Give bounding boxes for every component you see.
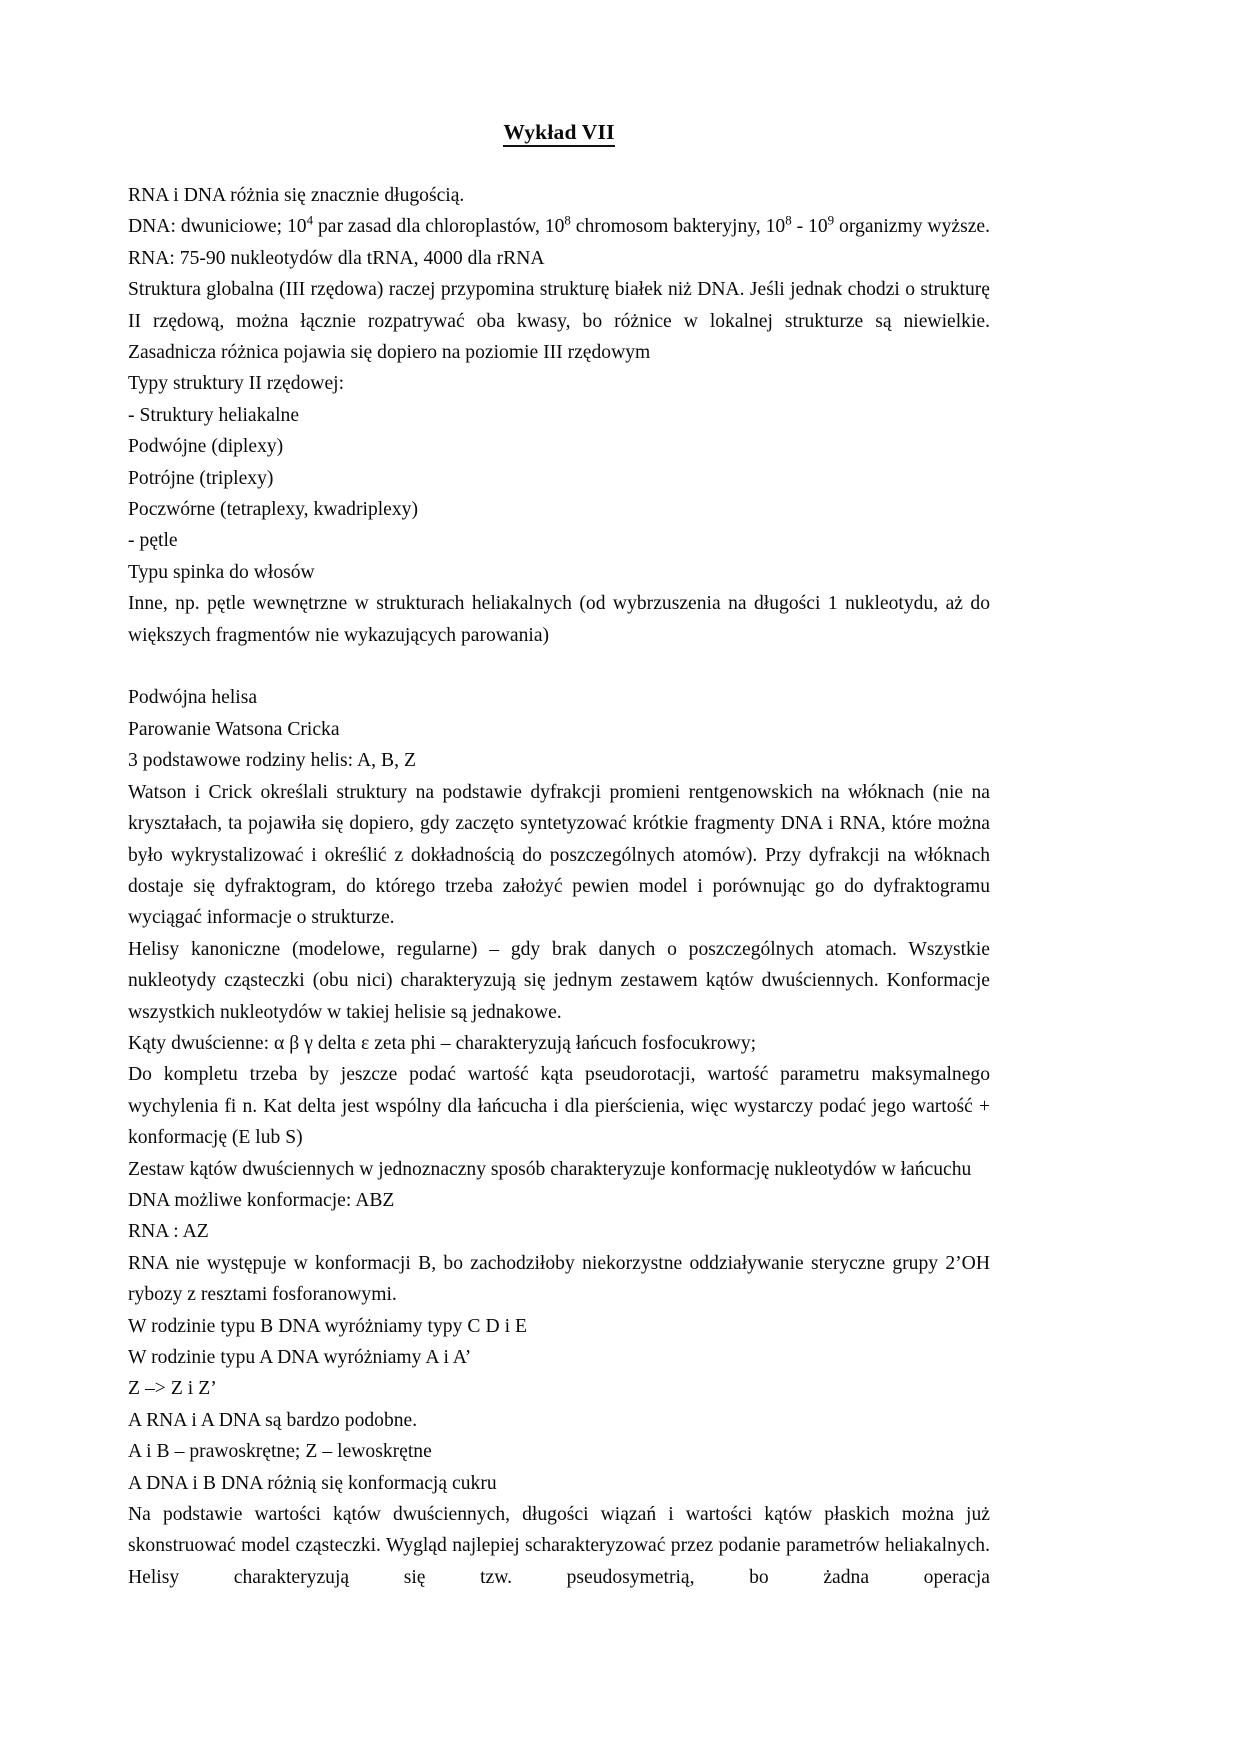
seg: - 10 [791, 216, 828, 238]
seg: DNA: dwuniciowe; 10 [128, 216, 307, 238]
text-line: RNA: 75-90 nukleotydów dla tRNA, 4000 dla rRNA [128, 247, 545, 269]
text-line: DNA możliwe konformacje: ABZ [128, 1189, 395, 1211]
text-line: - Struktury heliakalne [128, 404, 300, 426]
text-paragraph-dna-lengths [128, 211, 990, 242]
text-line: Typy struktury II rzędowej: [128, 373, 345, 395]
superscript: 8 [785, 212, 792, 228]
superscript: 8 [564, 212, 571, 228]
page-title [128, 120, 990, 146]
document-body [128, 120, 990, 1593]
seg: par zasad dla chloroplastów, 10 [313, 216, 565, 238]
text-paragraph: Struktura globalna (III rzędowa) raczej przypomina strukturę białek niż DNA. Jeśli jednak chodzi o strukturę II rzędową, można łącznie rozpatrywać oba kwasy, bo różnice w lokalnej strukturze są niewielkie. Zasadnicza różnica pojawia się dopiero na poziomie III rzędowym [128, 279, 990, 364]
text-line: Potrójne (triplexy) [128, 467, 274, 489]
text-line: 3 podstawowe rodziny helis: A, B, Z [128, 750, 416, 772]
text-line: Poczwórne (tetraplexy, kwadriplexy) [128, 499, 419, 521]
superscript: 9 [827, 212, 835, 228]
text-paragraph: RNA nie występuje w konformacji B, bo zachodziłoby niekorzystne oddziaływanie steryczne grupy 2’OH rybozy z resztami fosforanowymi. [128, 1252, 990, 1306]
text-line: A DNA i B DNA różnią się konformacją cukru [128, 1472, 497, 1494]
text-line: Podwójna helisa [128, 687, 258, 709]
text-paragraph: Na podstawie wartości kątów dwuściennych, długości wiązań i wartości kątów płaskich można już skonstruować model cząsteczki. Wygląd najlepiej scharakteryzować przez podanie parametrów heliakalnych. Helisy charakteryzują się tzw. pseudosymetrią, bo żadna operacja [128, 1504, 990, 1588]
text-line: Z –> Z i Z’ [128, 1378, 217, 1400]
text-line: Parowanie Watsona Cricka [128, 718, 340, 740]
text-line: - pętle [128, 530, 178, 552]
paragraph-gap [128, 651, 990, 682]
text-line-dihedral-angles: Kąty dwuścienne: α β γ delta ε zeta phi – charakteryzują łańcuch fosfocukrowy; [128, 1032, 757, 1054]
text-paragraph: Watson i Crick określali struktury na podstawie dyfrakcji promieni rentgenowskich na włóknach (nie na kryształach, ta pojawiła się dopiero, gdy zaczęto syntetyzować krótkie fragmenty DNA i RNA, które można było wykrystalizować i określić z dokładnością do poszczególnych atomów). Przy dyfrakcji na włóknach dostaje się dyfraktogram, do którego trzeba założyć pewien model i porównując go do dyfraktogramu wyciągać informacje o strukturze. [128, 781, 990, 929]
page-title-text: Wykład VII [503, 120, 614, 147]
text-line: A i B – prawoskrętne; Z – lewoskrętne [128, 1441, 432, 1463]
text-paragraph: Do kompletu trzeba by jeszcze podać wartość kąta pseudorotacji, wartość parametru maksymalnego wychylenia fi n. Kat delta jest wspólny dla łańcucha i dla pierścienia, więc wystarczy podać jego wartość + konformację (E lub S) [128, 1064, 990, 1149]
text-paragraph: Inne, np. pętle wewnętrzne w strukturach heliakalnych (od wybrzuszenia na długości 1 nukleotydu, aż do większych fragmentów nie wykazujących parowania) [128, 593, 990, 646]
seg: chromosom bakteryjny, 10 [570, 216, 786, 238]
text-line: W rodzinie typu B DNA wyróżniamy typy C D i E [128, 1315, 527, 1337]
text-line: RNA i DNA różnia się znacznie długością. [128, 185, 465, 206]
text-line: Podwójne (diplexy) [128, 436, 284, 458]
text-paragraph: Zestaw kątów dwuściennych w jednoznaczny sposób charakteryzuje konformację nukleotydów w łańcuchu [128, 1158, 972, 1180]
text-line: RNA : AZ [128, 1221, 209, 1243]
text-paragraph: Helisy kanoniczne (modelowe, regularne) – gdy brak danych o poszczególnych atomach. Wszystkie nukleotydy cząsteczki (obu nici) charakteryzują się jednym zestawem kątów dwuściennych. Konformacje wszystkich nukleotydów w takiej helisie są jednakowe. [128, 938, 990, 1023]
text-line: A RNA i A DNA są bardzo podobne. [128, 1409, 418, 1431]
text-line: W rodzinie typu A DNA wyróżniamy A i A’ [128, 1347, 472, 1369]
text-line: Typu spinka do włosów [128, 561, 315, 583]
seg: organizmy wyższe. [834, 216, 990, 238]
superscript: 4 [306, 212, 314, 228]
